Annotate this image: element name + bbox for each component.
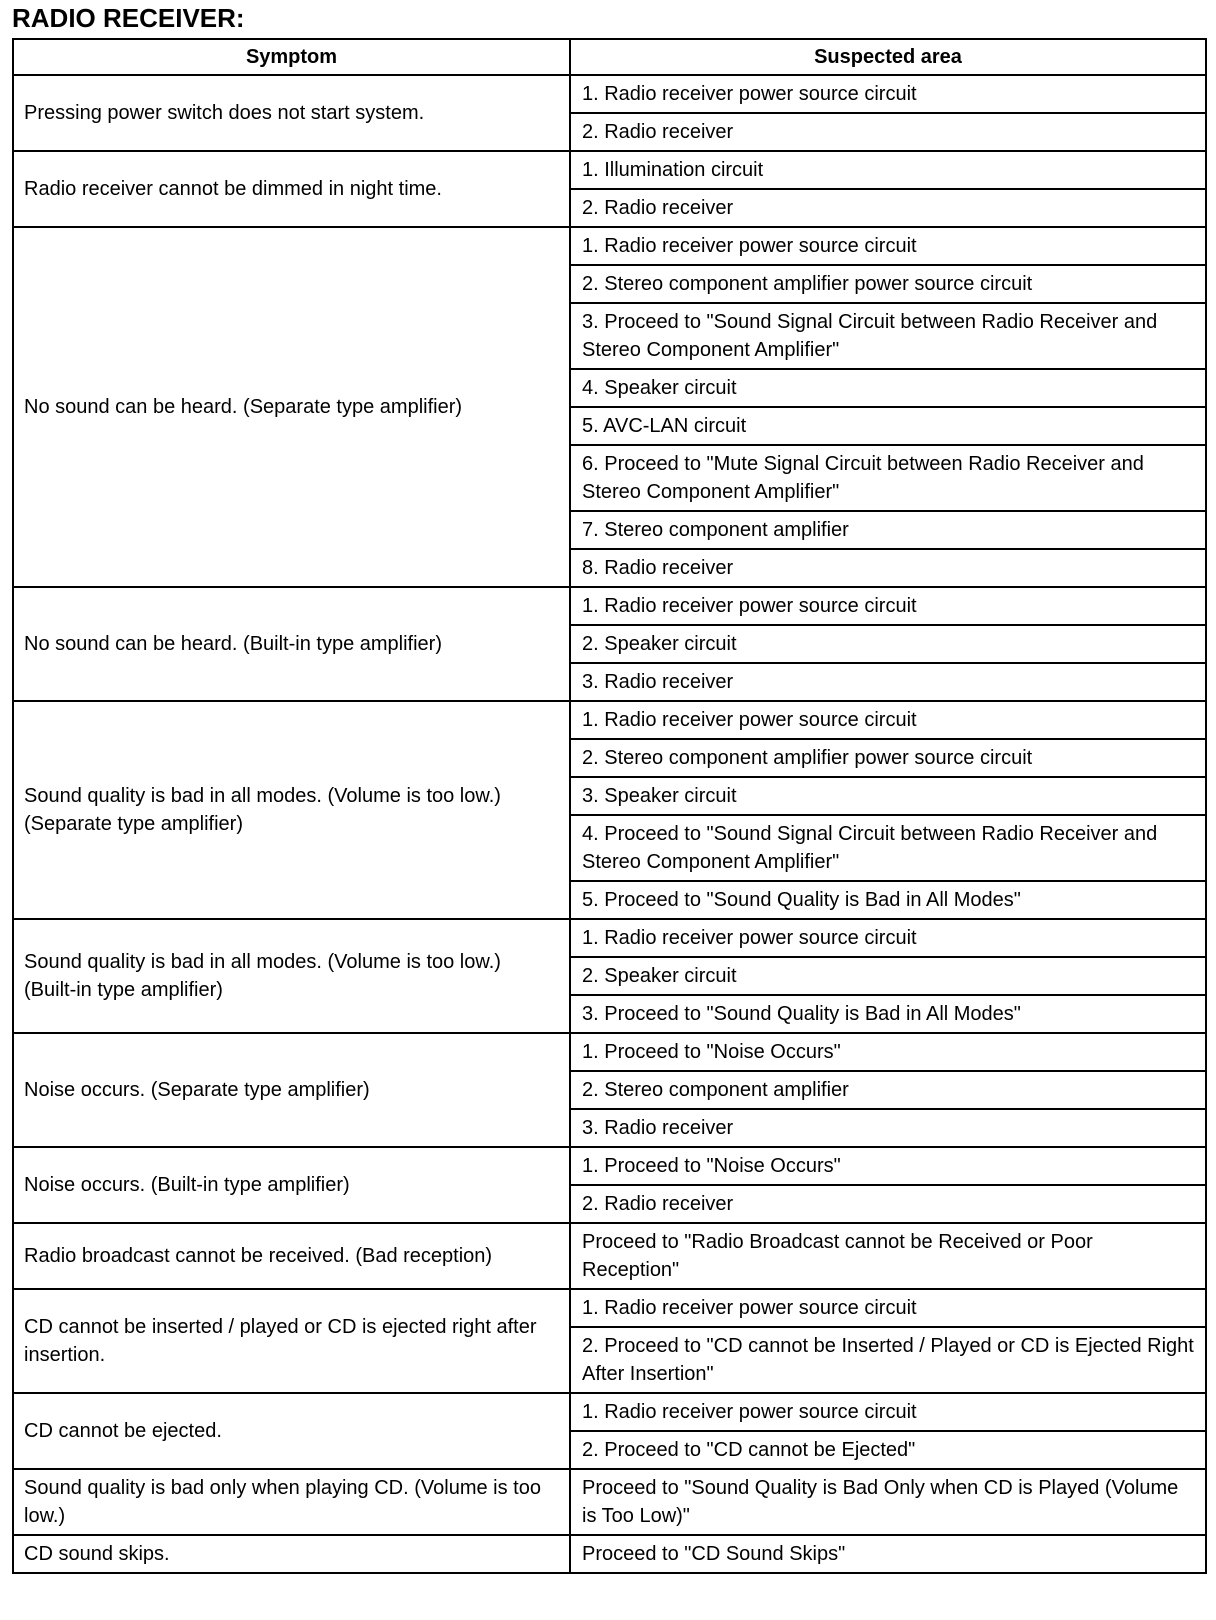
suspected-area-cell: 1. Radio receiver power source circuit xyxy=(570,1393,1206,1431)
suspected-area-cell: 3. Radio receiver xyxy=(570,663,1206,701)
table-row xyxy=(13,1469,1206,1535)
symptom-cell: Radio broadcast cannot be received. (Bad reception) xyxy=(13,1223,570,1289)
table-header-row xyxy=(13,39,1206,75)
symptom-cell: Sound quality is bad in all modes. (Volume is too low.) (Built-in type amplifier) xyxy=(13,919,570,1033)
suspected-area-cell: 1. Proceed to "Noise Occurs" xyxy=(570,1033,1206,1071)
symptom-table xyxy=(12,38,1207,1574)
suspected-area-cell: 3. Speaker circuit xyxy=(570,777,1206,815)
table-row xyxy=(13,701,1206,739)
suspected-area-cell: 1. Radio receiver power source circuit xyxy=(570,227,1206,265)
suspected-area-cell: 1. Radio receiver power source circuit xyxy=(570,75,1206,113)
suspected-area-cell: 3. Proceed to "Sound Signal Circuit between Radio Receiver and Stereo Component Amplifier" xyxy=(570,303,1206,369)
suspected-area-cell: 2. Radio receiver xyxy=(570,1185,1206,1223)
symptom-cell: CD sound skips. xyxy=(13,1535,570,1573)
suspected-area-cell: 1. Radio receiver power source circuit xyxy=(570,1289,1206,1327)
table-row xyxy=(13,1393,1206,1431)
suspected-area-cell: 8. Radio receiver xyxy=(570,549,1206,587)
symptom-cell: Radio receiver cannot be dimmed in night time. xyxy=(13,151,570,227)
suspected-area-cell: 5. AVC-LAN circuit xyxy=(570,407,1206,445)
table-row xyxy=(13,75,1206,113)
table-row xyxy=(13,1289,1206,1327)
suspected-area-column-header: Suspected area xyxy=(570,39,1206,75)
suspected-area-cell: Proceed to "Radio Broadcast cannot be Received or Poor Reception" xyxy=(570,1223,1206,1289)
table-row xyxy=(13,151,1206,189)
suspected-area-cell: 1. Radio receiver power source circuit xyxy=(570,587,1206,625)
suspected-area-cell: 2. Stereo component amplifier xyxy=(570,1071,1206,1109)
symptom-cell: Noise occurs. (Built-in type amplifier) xyxy=(13,1147,570,1223)
suspected-area-cell: 2. Stereo component amplifier power source circuit xyxy=(570,739,1206,777)
table-row xyxy=(13,919,1206,957)
suspected-area-cell: 1. Illumination circuit xyxy=(570,151,1206,189)
table-row xyxy=(13,1033,1206,1071)
table-row xyxy=(13,1535,1206,1573)
suspected-area-cell: 3. Radio receiver xyxy=(570,1109,1206,1147)
suspected-area-cell: 2. Radio receiver xyxy=(570,113,1206,151)
table-row xyxy=(13,1147,1206,1185)
symptom-cell: Noise occurs. (Separate type amplifier) xyxy=(13,1033,570,1147)
suspected-area-cell: 4. Proceed to "Sound Signal Circuit between Radio Receiver and Stereo Component Amplifier" xyxy=(570,815,1206,881)
symptom-column-header: Symptom xyxy=(13,39,570,75)
suspected-area-cell: 3. Proceed to "Sound Quality is Bad in All Modes" xyxy=(570,995,1206,1033)
suspected-area-cell: 2. Proceed to "CD cannot be Ejected" xyxy=(570,1431,1206,1469)
symptom-cell: Sound quality is bad only when playing CD. (Volume is too low.) xyxy=(13,1469,570,1535)
suspected-area-cell: 2. Speaker circuit xyxy=(570,625,1206,663)
suspected-area-cell: 4. Speaker circuit xyxy=(570,369,1206,407)
symptom-cell: CD cannot be inserted / played or CD is ejected right after insertion. xyxy=(13,1289,570,1393)
suspected-area-cell: 1. Proceed to "Noise Occurs" xyxy=(570,1147,1206,1185)
suspected-area-cell: Proceed to "Sound Quality is Bad Only when CD is Played (Volume is Too Low)" xyxy=(570,1469,1206,1535)
suspected-area-cell: 1. Radio receiver power source circuit xyxy=(570,701,1206,739)
symptom-cell: No sound can be heard. (Built-in type amplifier) xyxy=(13,587,570,701)
table-row xyxy=(13,1223,1206,1289)
table-row xyxy=(13,227,1206,265)
suspected-area-cell: 6. Proceed to "Mute Signal Circuit between Radio Receiver and Stereo Component Amplifier" xyxy=(570,445,1206,511)
suspected-area-cell: 2. Radio receiver xyxy=(570,189,1206,227)
suspected-area-cell: 1. Radio receiver power source circuit xyxy=(570,919,1206,957)
suspected-area-cell: 7. Stereo component amplifier xyxy=(570,511,1206,549)
symptom-cell: Pressing power switch does not start system. xyxy=(13,75,570,151)
suspected-area-cell: 2. Stereo component amplifier power source circuit xyxy=(570,265,1206,303)
symptom-cell: No sound can be heard. (Separate type amplifier) xyxy=(13,227,570,587)
suspected-area-cell: Proceed to "CD Sound Skips" xyxy=(570,1535,1206,1573)
suspected-area-cell: 2. Proceed to "CD cannot be Inserted / Played or CD is Ejected Right After Insertion" xyxy=(570,1327,1206,1393)
suspected-area-cell: 5. Proceed to "Sound Quality is Bad in All Modes" xyxy=(570,881,1206,919)
page-title: RADIO RECEIVER: xyxy=(12,3,245,33)
suspected-area-cell: 2. Speaker circuit xyxy=(570,957,1206,995)
table-row xyxy=(13,587,1206,625)
symptom-cell: CD cannot be ejected. xyxy=(13,1393,570,1469)
table-body xyxy=(13,75,1206,1573)
symptom-cell: Sound quality is bad in all modes. (Volume is too low.) (Separate type amplifier) xyxy=(13,701,570,919)
